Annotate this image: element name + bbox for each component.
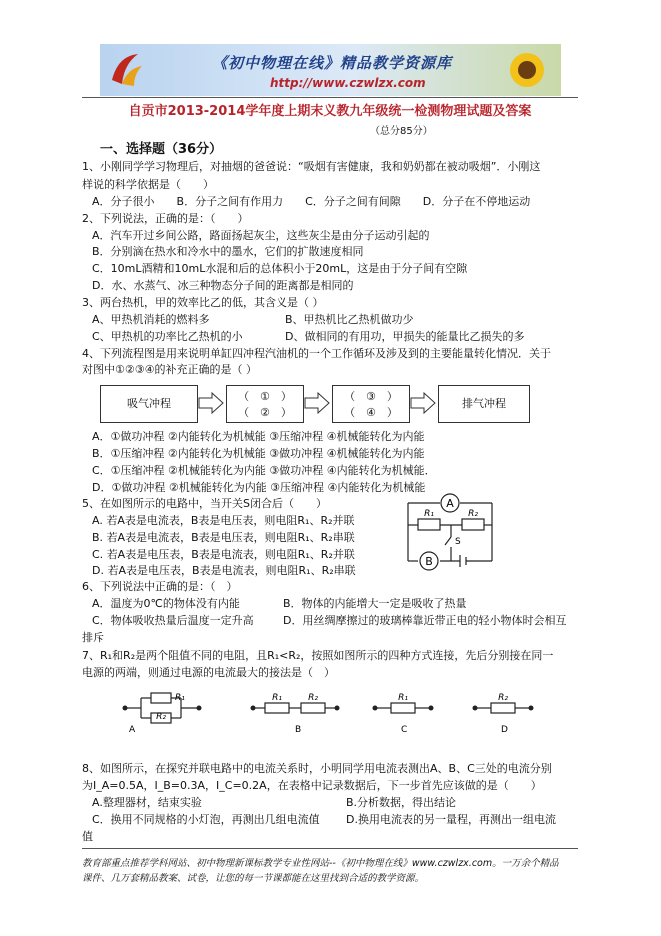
q8-option-a: A.整理器材，结束实验 — [92, 796, 202, 809]
q6-option-d: D．用丝绸摩擦过的玻璃棒靠近带正电的轻小物体时会相互 — [283, 614, 567, 627]
r2-label: R₂ — [468, 509, 478, 519]
q2-stem: 2、下列说法，正确的是：（ ） — [82, 212, 249, 225]
banner-title: 《初中物理在线》精品教学资源库 — [212, 54, 453, 72]
switch-label: S — [455, 537, 461, 547]
q5-circuit-diagram — [400, 493, 500, 575]
q2-option-c: C．10mL酒精和10mL水混和后的总体积小于20mL，这是由于分子间有空隙 — [92, 262, 468, 275]
q4-line-1: 4、下列流程图是用来说明单缸四冲程汽油机的一个工作循环及涉及到的主要能量转化情况．关于 — [82, 347, 551, 360]
section-heading: 一、选择题（36分） — [100, 142, 223, 157]
q3-option-c: C、甲热机的功率比乙热机的小 — [92, 330, 243, 343]
q5-option-c: C. 若A表是电压表，B表是电流表，则电阻R₁、R₂并联 — [92, 548, 355, 561]
q7-connection-diagrams — [115, 688, 545, 736]
q6-option-c: C．物体吸收热量后温度一定升高 — [92, 614, 254, 627]
diagram-a-r2-label: R₂ — [156, 712, 166, 722]
flow-blank-2: （ ② ） — [238, 406, 292, 419]
diagram-c-letter: C — [401, 725, 408, 735]
page-title: 自贡市2013-2014学年度上期末义教九年级统一检测物理试题及答案 — [128, 104, 532, 119]
q4-option-c: C．①压缩冲程 ②机械能转化为内能 ③做功冲程 ④内能转化为机械能． — [92, 464, 436, 477]
q1-options: A．分子很小 B．分子之间有作用力 C．分子之间有间隙 D．分子在不停地运动 — [92, 195, 531, 208]
diagram-a-r1-label: R₁ — [175, 693, 185, 703]
q8-option-d-cont: 值 — [82, 830, 93, 843]
flow-box-exhaust: 排气冲程 — [438, 385, 530, 423]
q2-option-a: A．汽车开过乡间公路，路面扬起灰尘，这些灰尘是由分子运动引起的 — [92, 229, 430, 242]
q6-option-d-cont: 排斥 — [82, 631, 104, 644]
flow-arrow-icon — [410, 392, 436, 414]
meter-b-label: B — [425, 555, 433, 568]
diagram-d-letter: D — [501, 725, 508, 735]
flow-box-2 — [226, 385, 304, 423]
flow-arrow-icon — [304, 392, 330, 414]
q8-option-c: C．换用不同规格的小灯泡，再测出几组电流值 — [92, 813, 320, 826]
diagram-c-r1-label: R₁ — [398, 693, 408, 703]
site-logo-icon — [108, 50, 146, 90]
header-rule — [82, 97, 578, 98]
q5-option-d: D. 若A表是电压表，B表是电流表，则电阻R₁、R₂串联 — [92, 564, 356, 577]
q5-option-a: A. 若A表是电流表，B表是电压表，则电阻R₁、R₂并联 — [92, 514, 355, 527]
diagram-d-r2-label: R₂ — [498, 693, 508, 703]
q6-stem: 6、下列说法中正确的是：（ ） — [82, 580, 238, 593]
flow-blank-3: （ ③ ） — [344, 390, 398, 403]
q4-option-a: A．①做功冲程 ②内能转化为机械能 ③压缩冲程 ④机械能转化为内能 — [92, 430, 425, 443]
banner-url[interactable]: http://www.czwlzx.com — [270, 76, 426, 90]
q4-option-d: D．①做功冲程 ②机械能转化为内能 ③压缩冲程 ④内能转化为机械能 — [92, 481, 426, 494]
flow-blank-1: （ ① ） — [238, 390, 292, 403]
diagram-b-r2-label: R₂ — [308, 693, 318, 703]
diagram-b-r1-label: R₁ — [272, 693, 282, 703]
flow-box-intake: 吸气冲程 — [100, 385, 198, 423]
q6-option-b: B．物体的内能增大一定是吸收了热量 — [283, 597, 467, 610]
header-banner — [100, 44, 561, 96]
total-score: （总分85分） — [370, 126, 433, 137]
q4-line-2: 对图中①②③④的补充正确的是（ ） — [82, 363, 257, 376]
diagram-a-letter: A — [129, 725, 136, 735]
q4-option-b: B．①压缩冲程 ②内能转化为机械能 ③做功冲程 ④机械能转化为内能 — [92, 447, 425, 460]
flow-blank-4: （ ④ ） — [344, 406, 398, 419]
q8-line-2: 为I_A=0.5A，I_B=0.3A，I_C=0.2A，在表格中记录数据后，下一步首先应该做的是（ ） — [82, 779, 542, 792]
q8-option-b: B.分析数据，得出结论 — [346, 796, 457, 809]
q3-option-d: D、做相同的有用功，甲损失的能量比乙损失的多 — [285, 330, 525, 343]
q1-line-2: 样说的科学依据是（ ） — [82, 178, 214, 191]
q8-line-1: 8、如图所示，在探究并联电路中的电流关系时，小明同学用电流表测出A、B、C三处的电流分别 — [82, 762, 552, 775]
q2-option-d: D．水、水蒸气、冰三种物态分子间的距离都是相同的 — [92, 279, 354, 292]
footer-rule — [82, 848, 578, 849]
q6-option-a: A．温度为0℃的物体没有内能 — [92, 597, 240, 610]
diagram-b-letter: B — [295, 725, 302, 735]
q5-option-b: B. 若A表是电流表，B表是电压表，则电阻R₁、R₂串联 — [92, 531, 355, 544]
sunflower-icon — [501, 48, 553, 92]
flow-box-3 — [332, 385, 410, 423]
footer-line-1: 教育部重点推荐学科网站、初中物理新课标教学专业性网站--《初中物理在线》www.czwlzx.com。一万余个精品 — [82, 858, 559, 869]
flow-arrow-icon — [198, 392, 224, 414]
q3-option-a: A、甲热机消耗的燃料多 — [92, 313, 210, 326]
q1-line-1: 1、小刚同学学习物理后，对抽烟的爸爸说：“吸烟有害健康，我和奶奶都在被动吸烟”．小刚这 — [82, 160, 541, 173]
q5-stem: 5、在如图所示的电路中，当开关S闭合后（ ） — [82, 497, 327, 510]
r1-label: R₁ — [424, 509, 434, 519]
q3-stem: 3、两台热机，甲的效率比乙的低，其含义是（ ） — [82, 296, 324, 309]
q2-option-b: B．分别滴在热水和冷水中的墨水，它们的扩散速度相同 — [92, 245, 364, 258]
ammeter-a-label: A — [446, 497, 454, 510]
q3-option-b: B、甲热机比乙热机做功少 — [285, 313, 414, 326]
q7-line-2: 电源的两端，则通过电源的电流最大的接法是（ ） — [82, 666, 335, 679]
footer-line-2: 课件、几万套精品教案、试卷，让您的每一节课都能在这里找到合适的教学资源。 — [82, 873, 425, 884]
q8-option-d: D.换用电流表的另一量程，再测出一组电流 — [346, 813, 556, 826]
q7-line-1: 7、R₁和R₂是两个阻值不同的电阻，且R₁<R₂，按照如图所示的四种方式连接，先后分别接在同一 — [82, 649, 554, 662]
